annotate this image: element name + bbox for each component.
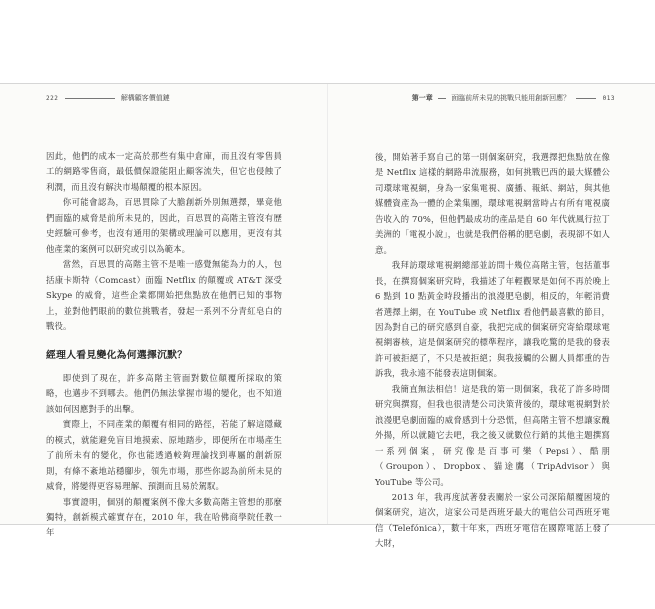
right-page-number: 013	[602, 95, 615, 102]
paragraph: 後，開始著手寫自己的第一則個案研究，我選擇把焦點放在像是 Netflix 這樣的網路串流服務，如何挑戰巴西的最大媒體公司環球電視網，身為一家集電視、廣播、報紙、網站，與其他媒體資產為一體的企業集團，環球電視網當時占有所有電視廣告收入的 70%，但他們最成功的產品是自 60 年代就風行拉丁美洲的「電視小說」，也就是我們俗稱的肥皂劇，表現卻不如人意。	[375, 152, 610, 255]
book-spread	[0, 83, 655, 549]
chapter-label: 第一章	[411, 93, 433, 102]
left-page-number: 222	[46, 95, 59, 102]
header-rule	[65, 98, 115, 99]
section-heading: 經理人看見變化為何選擇沉默？	[46, 350, 188, 362]
paragraph: 實際上，不同產業的顛覆有相同的路徑，若能了解這隱藏的模式，就能避免盲目地摸索、原地踏步，即便所在市場產生了前所未有的變化，你也能透過較夠理論找到專屬的創新原則，有條不紊地站穩腳步，領先市場，那些你認為前所未見的威脅，將變得更容易理解、預測而且易於駕馭。	[46, 419, 282, 492]
chapter-title: 面臨前所未見的挑戰只能用創新回應？	[451, 94, 571, 102]
paragraph: 即使到了現在，許多高階主管面對數位顛覆所採取的策略，也邁步不到哪去。他們仍無法掌握市場的變化，也不知道該如何因應對手的出擊。	[46, 372, 282, 414]
paragraph: 事實證明，個別的顛覆案例不像大多數高階主管想的那麼獨特，創新模式確實存在，2010 年，我在哈佛商學院任教一年	[46, 496, 282, 538]
header-rule	[438, 98, 446, 99]
right-page-body	[375, 150, 610, 552]
left-running-header	[46, 93, 170, 103]
paragraph: 我拜訪環球電視網總部並訪問十幾位高階主管，包括董事長，在撰寫個案研究時，我描述了年輕觀眾是如何不再於晚上 6 點到 10 點黃金時段播出的浪漫肥皂劇，相反的，年輕消費者選擇上網，在 YouTube 或 Netflix 看他們最喜歡的節目，因為對自己的研究感到自豪，我把完成的個案研究寄給環球電視網審核，這是個案研究的標準程序，讓我吃驚的是我的發表許可被拒絕了，不只是被拒絕；與我接觸的公關人員都重的告訴我，我永遠不能發表這則個案。	[375, 260, 610, 379]
paragraph: 當然，百思買的高階主管不是唯一感覺無能為力的人，包括康卡斯特（Comcast）面臨 Netflix 的顛覆或 AT&T 深受 Skype 的威脅，這些企業都開始把焦點放在他們已知的事物上，並對他們眼前的數位挑戰者，發起一系列不分青紅皂白的戰役。	[46, 259, 282, 331]
book-title: 解構顧客價值鏈	[120, 94, 170, 102]
paragraph: 我簡直無法相信！這是我的第一則個案，我花了許多時間研究與撰寫，但我也很清楚公司決策背後的，環球電視網對於浪漫肥皂劇面臨的威脅感到十分恐慌，但高階主管不想讓家醜外揚，所以就隨它去吧，我之後又就數位行銷的其他主題撰寫一系列個案，研究像是百事可樂（Pepsi）、酷朋（Groupon）、Dropbox、貓途鷹（TripAdvisor）與 YouTube 等公司。	[375, 383, 610, 487]
header-rule	[576, 98, 596, 99]
paragraph: 你可能會認為，百思買除了大膽創新外別無選擇，畢竟他們面臨的威脅是前所未見的，因此，百思買的高階主管沒有歷史經驗可參考，也沒有通用的架構或理論可以應用，更沒有其他產業的案例可以研究或引以為範本。	[46, 197, 282, 254]
paragraph: 因此，他們的成本一定高於那些有集中倉庫，而且沒有零售員工的網路零售商，最低價保證能阻止顧客流失，但它也侵蝕了利潤，而且沒有解決市場顛覆的根本原因。	[46, 151, 282, 192]
paragraph: 2013 年，我再度試著發表關於一家公司深陷顛覆困境的個案研究，這次，這家公司是西班牙最大的電信公司西班牙電信（Telefónica），數十年來，西班牙電信在國際電話上發了大財，	[375, 491, 610, 549]
right-page	[328, 84, 655, 549]
left-page	[0, 84, 327, 538]
right-running-header	[412, 93, 615, 103]
left-page-body	[46, 149, 282, 541]
